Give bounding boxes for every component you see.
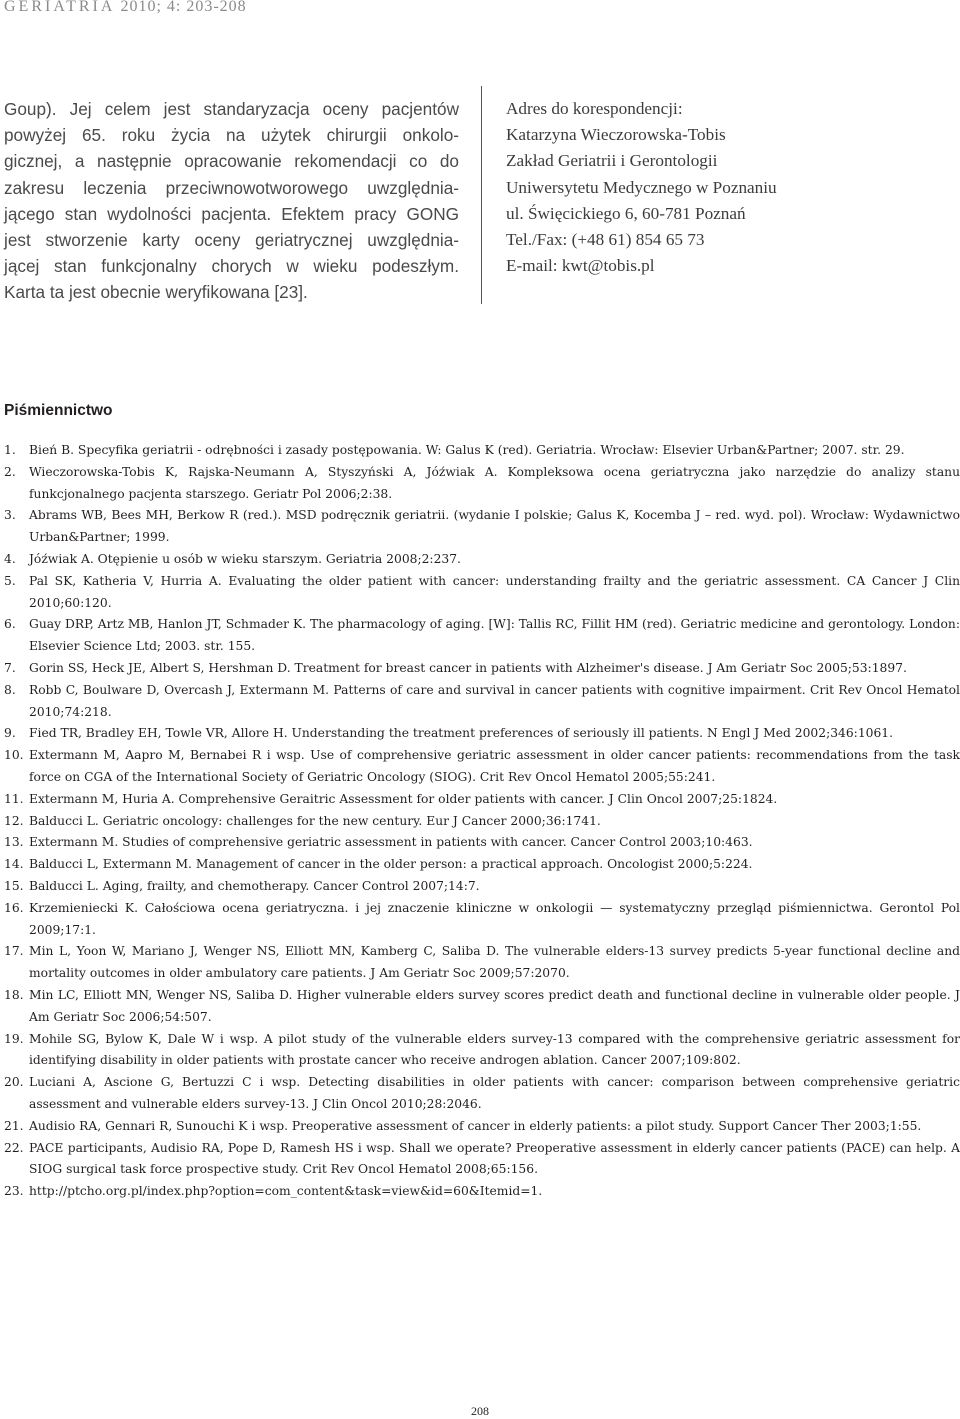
- reference-item: [4, 1138, 960, 1182]
- references-list: [4, 440, 960, 1203]
- reference-text: Abrams WB, Bees MH, Berkow R (red.). MSD podręcznik geriatrii. (wydanie I polskie; Galus K, Kocemba J – red. wyd. pol). Wrocław: Wydawnictwo Urban&Partner; 1999.: [29, 508, 960, 545]
- reference-text: PACE participants, Audisio RA, Pope D, Ramesh HS i wsp. Shall we operate? Preoperative assessment in elderly cancer patients (PACE) can help. A SIOG surgical task force prospective study. Crit Rev Oncol Hematol 2008;65:156.: [29, 1140, 960, 1177]
- reference-text: Gorin SS, Heck JE, Albert S, Hershman D. Treatment for breast cancer in patients with Alzheimer's disease. J Am Geriatr Soc 2005;53:1897.: [29, 660, 907, 675]
- reference-item: [4, 571, 960, 615]
- reference-number: 19.: [4, 1031, 24, 1046]
- reference-number: 5.: [4, 573, 16, 588]
- reference-item: [4, 985, 960, 1029]
- reference-number: 15.: [4, 878, 24, 893]
- reference-number: 16.: [4, 900, 24, 915]
- body-text-line: zakresu leczenia przeciwnowotworowego uwzględnia-: [4, 177, 459, 198]
- reference-item: [4, 876, 960, 898]
- reference-number: 22.: [4, 1140, 24, 1155]
- reference-item: [4, 854, 960, 876]
- page-number: 208: [471, 1404, 489, 1418]
- reference-item: [4, 1029, 960, 1073]
- reference-item: [4, 723, 960, 745]
- body-text-line: powyżej 65. roku życia na użytek chirurgii onkolo-: [4, 125, 459, 146]
- reference-number: 12.: [4, 813, 24, 828]
- reference-text: Guay DRP, Artz MB, Hanlon JT, Schmader K. The pharmacology of aging. [W]: Tallis RC, Fillit HM (red). Geriatric medicine and gerontology. London: Elsevier Science Ltd; 2003. str. 155.: [29, 617, 960, 654]
- body-text-line: Karta ta jest obecnie weryfikowana [23].: [4, 282, 308, 303]
- reference-number: 2.: [4, 464, 16, 479]
- journal-name: GERIATRIA: [4, 0, 116, 15]
- reference-item: [4, 462, 960, 506]
- running-header: [4, 0, 247, 16]
- reference-number: 14.: [4, 857, 24, 872]
- reference-number: 20.: [4, 1075, 24, 1090]
- correspondence-line: Tel./Fax: (+48 61) 854 65 73: [506, 230, 705, 250]
- reference-text: Audisio RA, Gennari R, Sunouchi K i wsp. Preoperative assessment of cancer in elderly patients: a pilot study. Support Cancer Ther 2003;1:55.: [29, 1118, 922, 1133]
- references-heading: Piśmiennictwo: [4, 402, 113, 419]
- reference-number: 23.: [4, 1184, 24, 1199]
- correspondence-line: Zakład Geriatrii i Gerontologii: [506, 151, 718, 171]
- reference-text: Fied TR, Bradley EH, Towle VR, Allore H. Understanding the treatment preferences of seriously ill patients. N Engl J Med 2002;346:1061.: [29, 726, 894, 741]
- reference-text: Pal SK, Katheria V, Hurria A. Evaluating the older patient with cancer: understanding frailty and the geriatric assessment. CA Cancer J Clin 2010;60:120.: [29, 573, 960, 610]
- reference-item: [4, 680, 960, 724]
- reference-item: [4, 1181, 960, 1203]
- correspondence-line: Uniwersytetu Medycznego w Poznaniu: [506, 177, 777, 197]
- reference-number: 13.: [4, 835, 24, 850]
- reference-item: [4, 1116, 960, 1138]
- correspondence-block: [506, 96, 946, 279]
- body-text-line: gicznej, a następnie opracowanie rekomendacji co do: [4, 151, 459, 172]
- correspondence-line: Katarzyna Wieczorowska-Tobis: [506, 125, 726, 145]
- reference-text: Wieczorowska-Tobis K, Rajska-Neumann A, Styszyński A, Jóźwiak A. Kompleksowa ocena geriatryczna jako narzędzie do analizy stanu funkcjonalnego pacjenta starszego. Geriatr Pol 2006;2:38.: [29, 464, 960, 501]
- journal-citation: 2010; 4: 203-208: [120, 0, 247, 15]
- reference-number: 8.: [4, 682, 16, 697]
- body-text-line: jącej stan funkcjonalny chorych w wieku podeszłym.: [4, 256, 459, 277]
- reference-item: [4, 1072, 960, 1116]
- reference-text: Balducci L. Aging, frailty, and chemotherapy. Cancer Control 2007;14:7.: [29, 878, 480, 893]
- reference-text: Mohile SG, Bylow K, Dale W i wsp. A pilot study of the vulnerable elders survey-13 compared with the comprehensive geriatric assessment for identifying disability in older patients with prostate cancer who receive androgen ablation. Cancer 2007;109:802.: [29, 1031, 960, 1068]
- reference-text: Krzemieniecki K. Całościowa ocena geriatryczna. i jej znaczenie kliniczne w onkologii — systematyczny przegląd piśmiennictwa. Gerontol Pol 2009;17:1.: [29, 900, 960, 937]
- reference-item: [4, 832, 960, 854]
- reference-text: Min L, Yoon W, Mariano J, Wenger NS, Elliott MN, Kamberg C, Saliba D. The vulnerable elders-13 survey predicts 5-year functional decline and mortality outcomes in older ambulatory care patients. J Am Geriatr Soc 2009;57:2070.: [29, 944, 960, 981]
- correspondence-line: ul. Święcickiego 6, 60-781 Poznań: [506, 203, 746, 223]
- reference-number: 1.: [4, 443, 16, 457]
- reference-number: 21.: [4, 1118, 24, 1133]
- correspondence-line: Adres do korespondencji:: [506, 99, 683, 118]
- body-text-line: Goup). Jej celem jest standaryzacja oceny pacjentów: [4, 99, 459, 119]
- reference-number: 3.: [4, 508, 16, 523]
- reference-number: 10.: [4, 748, 24, 763]
- body-text-line: jest stworzenie karty oceny geriatrycznej uwzględnia-: [4, 229, 459, 250]
- reference-text: Min LC, Elliott MN, Wenger NS, Saliba D. Higher vulnerable elders survey scores predict death and functional decline in vulnerable older people. J Am Geriatr Soc 2006;54:507.: [29, 987, 960, 1024]
- reference-text: Extermann M, Aapro M, Bernabei R i wsp. Use of comprehensive geriatric assessment in older cancer patients: recommendations from the task force on CGA of the International Society of Geriatric Oncology (SIOG). Crit Rev Oncol Hematol 2005;55:241.: [29, 748, 960, 784]
- reference-text: Balducci L, Extermann M. Management of cancer in the older person: a practical approach. Oncologist 2000;5:224.: [29, 857, 753, 872]
- reference-text: Jóźwiak A. Otępienie u osób w wieku starszym. Geriatria 2008;2:237.: [29, 551, 461, 566]
- reference-text: Luciani A, Ascione G, Bertuzzi C i wsp. Detecting disabilities in older patients with cancer: comparison between comprehensive geriatric assessment and vulnerable elders survey-13. J Clin Oncol 2010;28:2046.: [29, 1075, 960, 1111]
- reference-item: [4, 811, 960, 833]
- reference-text: Bień B. Specyfika geriatrii - odrębności i zasady postępowania. W: Galus K (red). Geriatria. Wrocław: Elsevier Urban&Partner; 2007. str. 29.: [29, 443, 905, 457]
- body-text-line: jącego stan wydolności pacjenta. Efektem pracy GONG: [4, 203, 459, 224]
- reference-item: [4, 789, 960, 811]
- reference-number: 18.: [4, 987, 24, 1002]
- reference-item: [4, 745, 960, 789]
- reference-item: [4, 440, 960, 462]
- body-text-column: [4, 96, 459, 306]
- column-divider: [481, 86, 482, 304]
- reference-text: Robb C, Boulware D, Overcash J, Extermann M. Patterns of care and survival in cancer patients with cognitive impairment. Crit Rev Oncol Hematol 2010;74:218.: [29, 682, 960, 719]
- reference-item: [4, 941, 960, 985]
- reference-number: 11.: [4, 791, 24, 806]
- reference-number: 7.: [4, 660, 16, 675]
- reference-text: Extermann M, Huria A. Comprehensive Geraitric Assessment for older patients with cancer. J Clin Oncol 2007;25:1824.: [29, 791, 778, 806]
- reference-number: 6.: [4, 617, 16, 632]
- reference-item: [4, 658, 960, 680]
- reference-number: 4.: [4, 551, 16, 566]
- reference-item: [4, 614, 960, 658]
- reference-number: 17.: [4, 944, 24, 959]
- reference-number: 9.: [4, 726, 16, 741]
- correspondence-email: E-mail: kwt@tobis.pl: [506, 256, 655, 276]
- reference-item: [4, 898, 960, 942]
- reference-text: Balducci L. Geriatric oncology: challenges for the new century. Eur J Cancer 2000;36:1741.: [29, 813, 601, 828]
- reference-text: http://ptcho.org.pl/index.php?option=com_content&task=view&id=60&Itemid=1.: [29, 1184, 543, 1199]
- reference-text: Extermann M. Studies of comprehensive geriatric assessment in patients with cancer. Cancer Control 2003;10:463.: [29, 835, 753, 850]
- reference-item: [4, 549, 960, 571]
- reference-item: [4, 505, 960, 549]
